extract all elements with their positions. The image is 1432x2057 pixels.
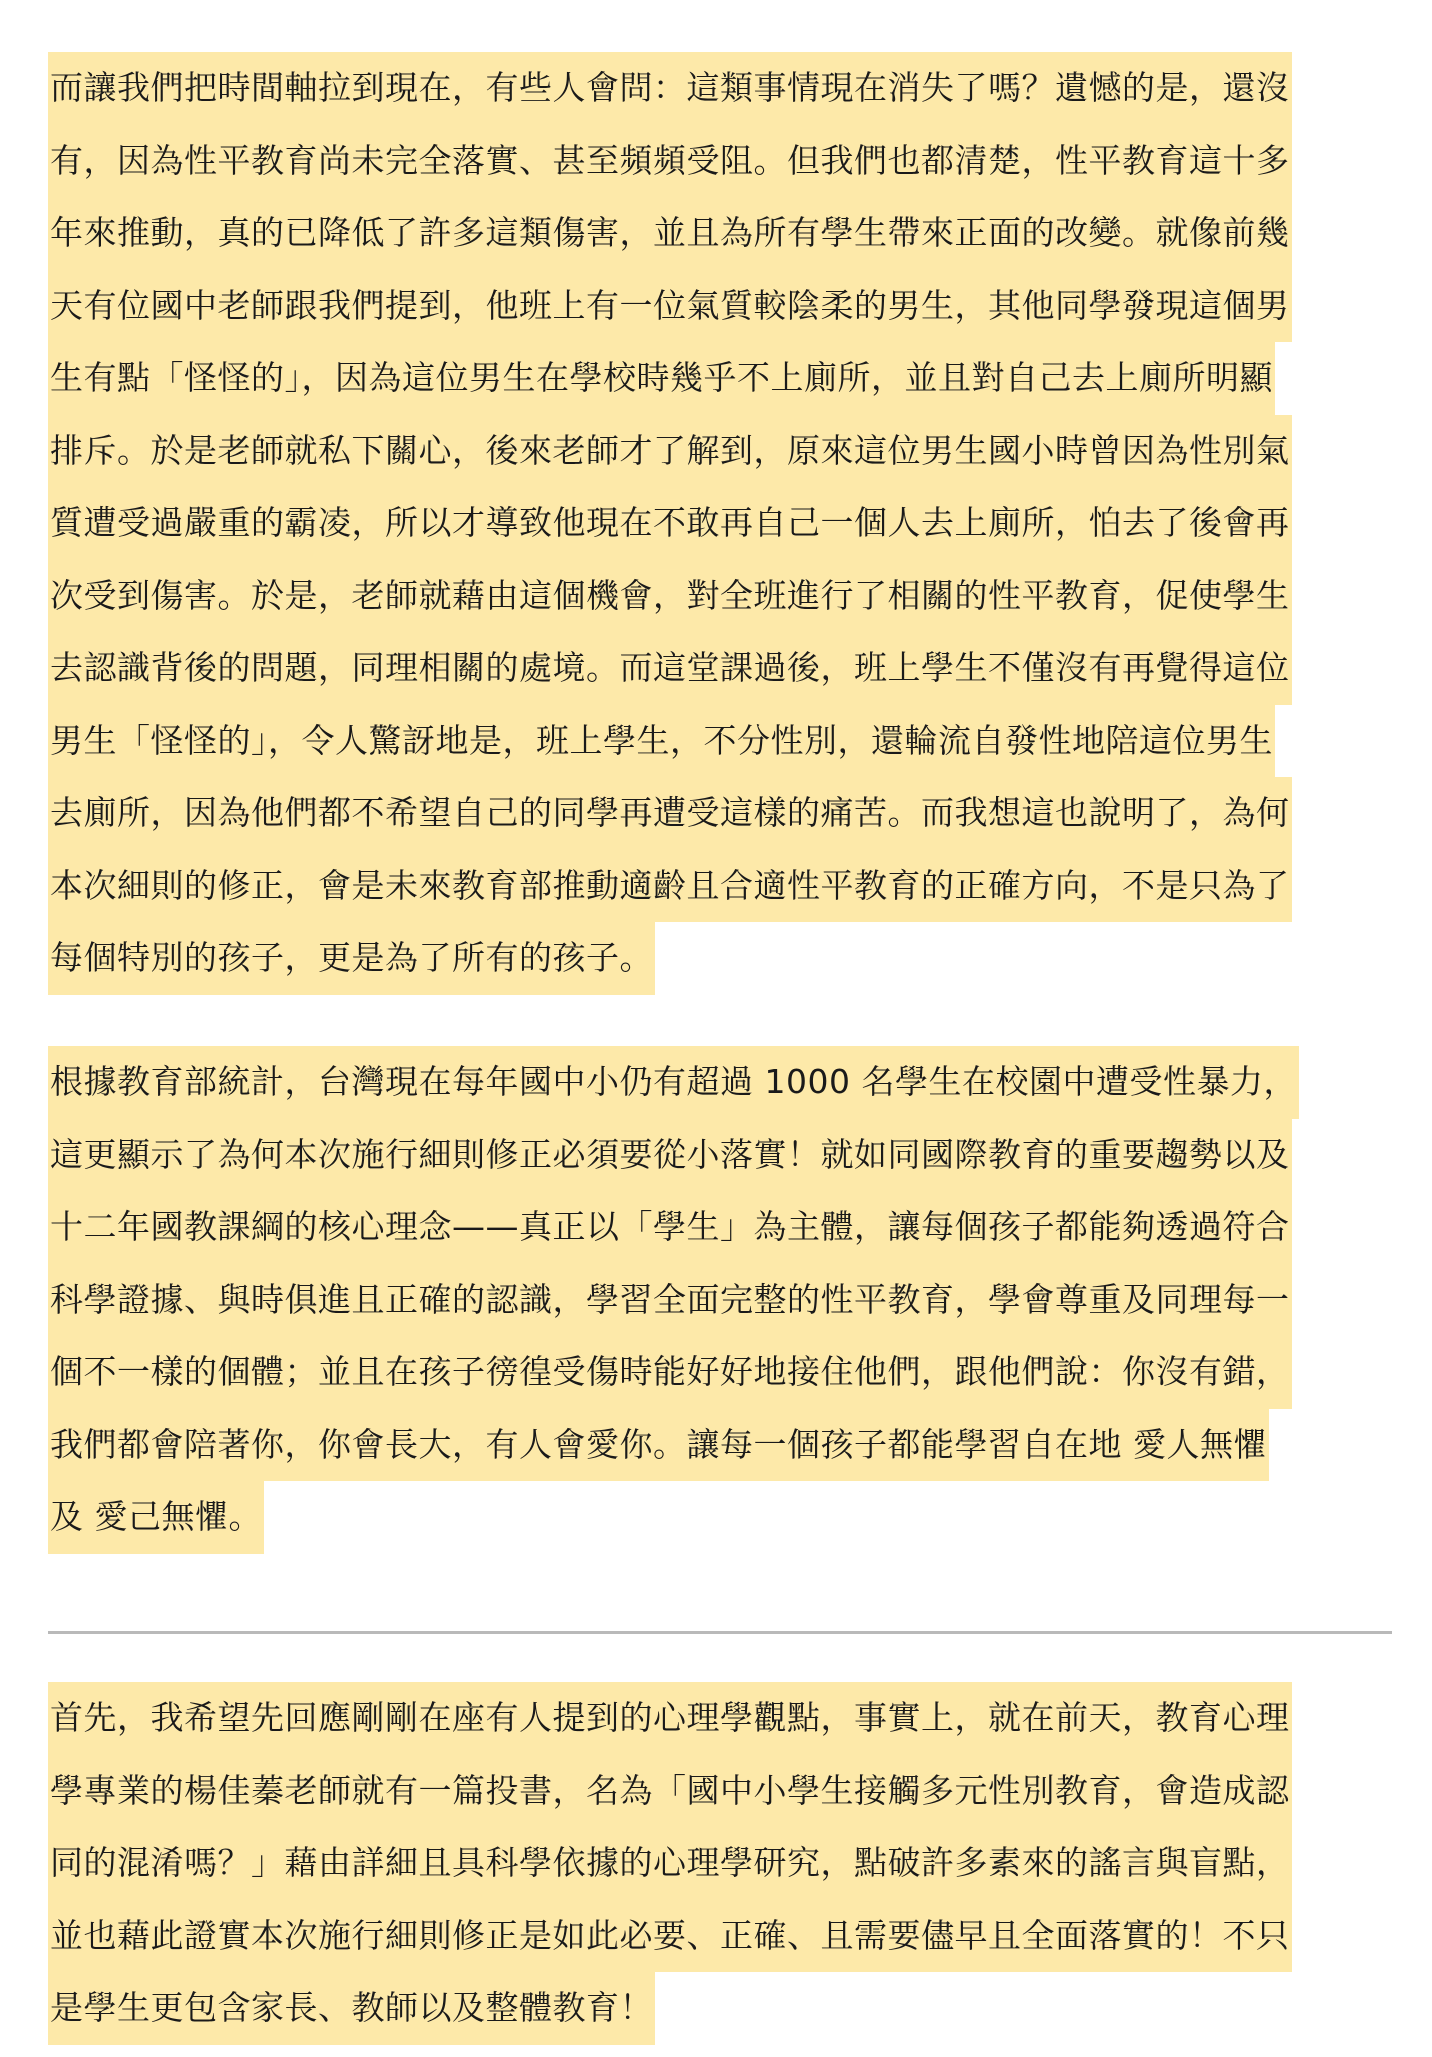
text-line: 十二年國教課綱的核心理念——真正以「學生」為主體，讓每個孩子都能夠透過符合 (48, 1191, 1292, 1264)
text-line: 而讓我們把時間軸拉到現在，有些人會問：這類事情現在消失了嗎？遺憾的是，還沒 (48, 52, 1292, 125)
text-line: 學專業的楊佳蓁老師就有一篇投書，名為「國中小學生接觸多元性別教育，會造成認 (48, 1755, 1292, 1828)
text-line: 男生「怪怪的」，令人驚訝地是，班上學生，不分性別，還輪流自發性地陪這位男生 (48, 705, 1275, 778)
text-line: 有，因為性平教育尚未完全落實、甚至頻頻受阻。但我們也都清楚，性平教育這十多 (48, 125, 1292, 198)
paragraph-3 (48, 1682, 1392, 2045)
text-line: 首先，我希望先回應剛剛在座有人提到的心理學觀點，事實上，就在前天，教育心理 (48, 1682, 1292, 1755)
text-line: 我們都會陪著你，你會長大，有人會愛你。讓每一個孩子都能學習自在地 愛人無懼 (48, 1409, 1269, 1482)
text-line: 去認識背後的問題，同理相關的處境。而這堂課過後，班上學生不僅沒有再覺得這位 (48, 632, 1292, 705)
text-line: 同的混淆嗎？」藉由詳細且具科學依據的心理學研究，點破許多素來的謠言與盲點， (48, 1827, 1292, 1900)
text-line: 天有位國中老師跟我們提到，他班上有一位氣質較陰柔的男生，其他同學發現這個男 (48, 270, 1292, 343)
text-line: 年來推動，真的已降低了許多這類傷害，並且為所有學生帶來正面的改變。就像前幾 (48, 197, 1292, 270)
text-line: 次受到傷害。於是，老師就藉由這個機會，對全班進行了相關的性平教育，促使學生 (48, 560, 1292, 633)
text-line: 本次細則的修正，會是未來教育部推動適齡且合適性平教育的正確方向，不是只為了 (48, 850, 1292, 923)
text-line: 這更顯示了為何本次施行細則修正必須要從小落實！就如同國際教育的重要趨勢以及 (48, 1119, 1292, 1192)
paragraph-2 (48, 1046, 1392, 1554)
text-line: 去廁所，因為他們都不希望自己的同學再遭受這樣的痛苦。而我想這也說明了，為何 (48, 777, 1292, 850)
text-line: 每個特別的孩子，更是為了所有的孩子。 (48, 922, 655, 995)
text-line: 是學生更包含家長、教師以及整體教育！ (48, 1972, 655, 2045)
paragraph-1 (48, 52, 1392, 995)
text-line: 並也藉此證實本次施行細則修正是如此必要、正確、且需要儘早且全面落實的！不只 (48, 1900, 1292, 1973)
text-line: 科學證據、與時俱進且正確的認識，學習全面完整的性平教育，學會尊重及同理每一 (48, 1264, 1292, 1337)
text-line: 個不一樣的個體；並且在孩子徬徨受傷時能好好地接住他們，跟他們說：你沒有錯， (48, 1336, 1292, 1409)
text-line: 生有點「怪怪的」，因為這位男生在學校時幾乎不上廁所，並且對自己去上廁所明顯 (48, 342, 1275, 415)
horizontal-divider (48, 1631, 1392, 1634)
text-line: 質遭受過嚴重的霸凌，所以才導致他現在不敢再自己一個人去上廁所，怕去了後會再 (48, 487, 1292, 560)
text-line: 根據教育部統計，台灣現在每年國中小仍有超過 1000 名學生在校園中遭受性暴力， (48, 1046, 1299, 1119)
text-line: 及 愛己無懼。 (48, 1481, 264, 1554)
text-line: 排斥。於是老師就私下關心，後來老師才了解到，原來這位男生國小時曾因為性別氣 (48, 415, 1292, 488)
